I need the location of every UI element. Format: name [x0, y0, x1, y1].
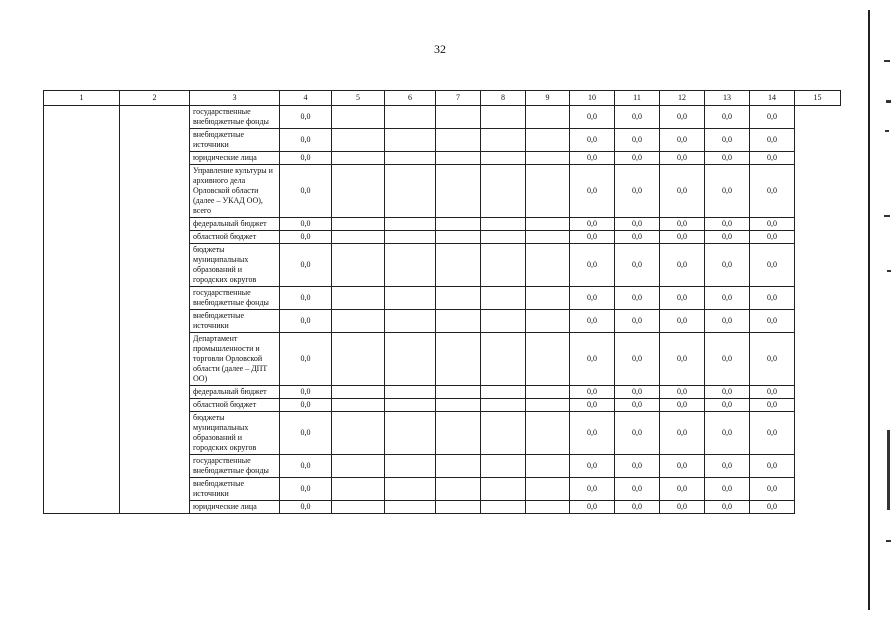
- value-cell: [385, 455, 436, 478]
- value-cell: [332, 399, 385, 412]
- row-label: внебюджетные источники: [190, 129, 280, 152]
- value-cell: 0,0: [615, 165, 660, 218]
- column-header-11: 11: [615, 91, 660, 106]
- value-cell: [481, 152, 526, 165]
- column-header-6: 6: [385, 91, 436, 106]
- row-label: внебюджетные источники: [190, 478, 280, 501]
- value-cell: 0,0: [705, 231, 750, 244]
- value-cell: [332, 152, 385, 165]
- value-cell: [526, 412, 570, 455]
- row-label: Департамент промышленности и торговли Орловской области (далее – ДПТ ОО): [190, 333, 280, 386]
- value-cell: [526, 310, 570, 333]
- value-cell: 0,0: [615, 386, 660, 399]
- row-label: государственные внебюджетные фонды: [190, 455, 280, 478]
- value-cell: [332, 106, 385, 129]
- column-header-10: 10: [570, 91, 615, 106]
- value-cell: 0,0: [660, 231, 705, 244]
- value-cell: 0,0: [705, 386, 750, 399]
- table-header-row: [44, 91, 841, 106]
- value-cell: [332, 231, 385, 244]
- value-cell: [436, 478, 481, 501]
- value-cell: [385, 478, 436, 501]
- value-cell: 0,0: [705, 310, 750, 333]
- table-row: [44, 106, 841, 129]
- value-cell: 0,0: [570, 310, 615, 333]
- merged-cell-col1: [44, 106, 120, 514]
- value-cell: [385, 386, 436, 399]
- value-cell: 0,0: [570, 129, 615, 152]
- row-label: внебюджетные источники: [190, 310, 280, 333]
- value-cell: 0,0: [750, 412, 795, 455]
- value-cell: 0,0: [750, 455, 795, 478]
- column-header-1: 1: [44, 91, 120, 106]
- value-cell: 0,0: [660, 218, 705, 231]
- value-cell: [385, 165, 436, 218]
- value-cell: [332, 412, 385, 455]
- value-cell: 0,0: [750, 165, 795, 218]
- value-cell: 0,0: [750, 399, 795, 412]
- value-cell: [481, 478, 526, 501]
- row-label: Управление культуры и архивного дела Орловской области (далее – УКАД ОО), всего: [190, 165, 280, 218]
- value-cell: [385, 129, 436, 152]
- column-header-4: 4: [280, 91, 332, 106]
- value-cell: 0,0: [750, 152, 795, 165]
- value-cell: 0,0: [280, 287, 332, 310]
- value-cell: [526, 244, 570, 287]
- value-cell: 0,0: [570, 287, 615, 310]
- value-cell: [526, 152, 570, 165]
- value-cell: [526, 165, 570, 218]
- value-cell: 0,0: [615, 310, 660, 333]
- value-cell: [332, 244, 385, 287]
- value-cell: 0,0: [570, 386, 615, 399]
- value-cell: 0,0: [280, 165, 332, 218]
- budget-table: [43, 90, 841, 514]
- value-cell: [385, 231, 436, 244]
- value-cell: 0,0: [570, 106, 615, 129]
- value-cell: [436, 310, 481, 333]
- value-cell: [481, 106, 526, 129]
- value-cell: 0,0: [280, 455, 332, 478]
- row-label: федеральный бюджет: [190, 386, 280, 399]
- value-cell: 0,0: [660, 129, 705, 152]
- value-cell: [385, 333, 436, 386]
- value-cell: 0,0: [280, 412, 332, 455]
- value-cell: 0,0: [705, 478, 750, 501]
- value-cell: 0,0: [660, 478, 705, 501]
- value-cell: [526, 399, 570, 412]
- value-cell: [481, 287, 526, 310]
- value-cell: [332, 129, 385, 152]
- value-cell: 0,0: [750, 386, 795, 399]
- value-cell: [526, 455, 570, 478]
- value-cell: 0,0: [615, 501, 660, 514]
- column-header-8: 8: [481, 91, 526, 106]
- value-cell: [481, 244, 526, 287]
- value-cell: 0,0: [705, 399, 750, 412]
- value-cell: [481, 165, 526, 218]
- value-cell: [385, 412, 436, 455]
- value-cell: 0,0: [705, 129, 750, 152]
- value-cell: 0,0: [750, 218, 795, 231]
- value-cell: 0,0: [660, 165, 705, 218]
- value-cell: 0,0: [615, 231, 660, 244]
- value-cell: 0,0: [705, 455, 750, 478]
- value-cell: 0,0: [280, 478, 332, 501]
- value-cell: [385, 244, 436, 287]
- value-cell: [385, 287, 436, 310]
- value-cell: 0,0: [750, 244, 795, 287]
- value-cell: 0,0: [280, 244, 332, 287]
- value-cell: 0,0: [280, 333, 332, 386]
- value-cell: [526, 501, 570, 514]
- value-cell: 0,0: [280, 310, 332, 333]
- value-cell: [481, 310, 526, 333]
- value-cell: 0,0: [705, 333, 750, 386]
- value-cell: [526, 333, 570, 386]
- value-cell: 0,0: [280, 218, 332, 231]
- value-cell: 0,0: [750, 287, 795, 310]
- row-label: государственные внебюджетные фонды: [190, 287, 280, 310]
- column-header-5: 5: [332, 91, 385, 106]
- value-cell: 0,0: [570, 333, 615, 386]
- value-cell: [526, 231, 570, 244]
- value-cell: 0,0: [615, 478, 660, 501]
- value-cell: [526, 287, 570, 310]
- value-cell: [436, 333, 481, 386]
- row-label: государственные внебюджетные фонды: [190, 106, 280, 129]
- value-cell: 0,0: [660, 399, 705, 412]
- row-label: федеральный бюджет: [190, 218, 280, 231]
- value-cell: [481, 129, 526, 152]
- value-cell: [436, 152, 481, 165]
- value-cell: 0,0: [615, 399, 660, 412]
- value-cell: 0,0: [750, 129, 795, 152]
- value-cell: 0,0: [570, 501, 615, 514]
- value-cell: [332, 455, 385, 478]
- merged-cell-col2: [120, 106, 190, 514]
- value-cell: [481, 386, 526, 399]
- value-cell: 0,0: [280, 231, 332, 244]
- value-cell: 0,0: [750, 333, 795, 386]
- value-cell: 0,0: [570, 455, 615, 478]
- row-label: областной бюджет: [190, 399, 280, 412]
- value-cell: 0,0: [660, 244, 705, 287]
- value-cell: 0,0: [705, 244, 750, 287]
- value-cell: [436, 218, 481, 231]
- value-cell: [436, 501, 481, 514]
- value-cell: 0,0: [705, 501, 750, 514]
- value-cell: 0,0: [280, 501, 332, 514]
- value-cell: [332, 333, 385, 386]
- value-cell: [526, 386, 570, 399]
- column-header-7: 7: [436, 91, 481, 106]
- value-cell: 0,0: [570, 244, 615, 287]
- value-cell: 0,0: [570, 399, 615, 412]
- value-cell: 0,0: [660, 455, 705, 478]
- value-cell: [332, 287, 385, 310]
- value-cell: [481, 455, 526, 478]
- value-cell: 0,0: [570, 165, 615, 218]
- value-cell: 0,0: [570, 218, 615, 231]
- value-cell: [481, 333, 526, 386]
- value-cell: 0,0: [570, 478, 615, 501]
- value-cell: 0,0: [660, 333, 705, 386]
- value-cell: [436, 244, 481, 287]
- scan-edge-marks: [870, 0, 892, 640]
- value-cell: [481, 231, 526, 244]
- value-cell: [436, 129, 481, 152]
- value-cell: 0,0: [750, 310, 795, 333]
- value-cell: [526, 129, 570, 152]
- column-header-14: 14: [750, 91, 795, 106]
- value-cell: [385, 218, 436, 231]
- row-label: юридические лица: [190, 501, 280, 514]
- column-header-9: 9: [526, 91, 570, 106]
- value-cell: 0,0: [280, 399, 332, 412]
- row-label: бюджеты муниципальных образований и городских округов: [190, 244, 280, 287]
- value-cell: 0,0: [750, 106, 795, 129]
- value-cell: 0,0: [705, 287, 750, 310]
- page-number: 32: [434, 42, 446, 56]
- column-header-2: 2: [120, 91, 190, 106]
- value-cell: [385, 106, 436, 129]
- value-cell: [436, 399, 481, 412]
- value-cell: 0,0: [615, 152, 660, 165]
- value-cell: 0,0: [280, 106, 332, 129]
- value-cell: [332, 478, 385, 501]
- value-cell: 0,0: [705, 218, 750, 231]
- value-cell: 0,0: [280, 152, 332, 165]
- value-cell: 0,0: [750, 501, 795, 514]
- value-cell: 0,0: [660, 412, 705, 455]
- value-cell: [526, 106, 570, 129]
- value-cell: 0,0: [615, 287, 660, 310]
- value-cell: [385, 152, 436, 165]
- column-header-13: 13: [705, 91, 750, 106]
- value-cell: 0,0: [660, 310, 705, 333]
- value-cell: [481, 218, 526, 231]
- value-cell: 0,0: [705, 165, 750, 218]
- value-cell: [385, 399, 436, 412]
- value-cell: 0,0: [750, 231, 795, 244]
- value-cell: [332, 386, 385, 399]
- value-cell: 0,0: [570, 412, 615, 455]
- value-cell: 0,0: [660, 501, 705, 514]
- column-header-12: 12: [660, 91, 705, 106]
- value-cell: 0,0: [615, 106, 660, 129]
- row-label: юридические лица: [190, 152, 280, 165]
- value-cell: 0,0: [615, 129, 660, 152]
- value-cell: [481, 399, 526, 412]
- row-label: бюджеты муниципальных образований и городских округов: [190, 412, 280, 455]
- value-cell: 0,0: [615, 455, 660, 478]
- value-cell: [436, 165, 481, 218]
- value-cell: 0,0: [750, 478, 795, 501]
- value-cell: [436, 412, 481, 455]
- value-cell: [332, 501, 385, 514]
- value-cell: 0,0: [570, 152, 615, 165]
- value-cell: 0,0: [660, 287, 705, 310]
- value-cell: 0,0: [660, 152, 705, 165]
- table-body: [44, 106, 841, 514]
- value-cell: 0,0: [660, 386, 705, 399]
- column-header-15: 15: [795, 91, 841, 106]
- value-cell: [481, 412, 526, 455]
- value-cell: 0,0: [615, 412, 660, 455]
- value-cell: 0,0: [570, 231, 615, 244]
- value-cell: 0,0: [615, 244, 660, 287]
- value-cell: 0,0: [705, 152, 750, 165]
- value-cell: [526, 478, 570, 501]
- value-cell: 0,0: [615, 333, 660, 386]
- value-cell: [526, 218, 570, 231]
- value-cell: [332, 165, 385, 218]
- value-cell: 0,0: [660, 106, 705, 129]
- value-cell: 0,0: [705, 106, 750, 129]
- value-cell: [332, 310, 385, 333]
- value-cell: [436, 455, 481, 478]
- value-cell: 0,0: [280, 129, 332, 152]
- value-cell: [436, 106, 481, 129]
- value-cell: 0,0: [280, 386, 332, 399]
- value-cell: [385, 310, 436, 333]
- value-cell: [436, 386, 481, 399]
- value-cell: 0,0: [705, 412, 750, 455]
- row-label: областной бюджет: [190, 231, 280, 244]
- value-cell: [481, 501, 526, 514]
- value-cell: [332, 218, 385, 231]
- value-cell: [436, 231, 481, 244]
- value-cell: [385, 501, 436, 514]
- value-cell: [436, 287, 481, 310]
- value-cell: 0,0: [615, 218, 660, 231]
- column-header-3: 3: [190, 91, 280, 106]
